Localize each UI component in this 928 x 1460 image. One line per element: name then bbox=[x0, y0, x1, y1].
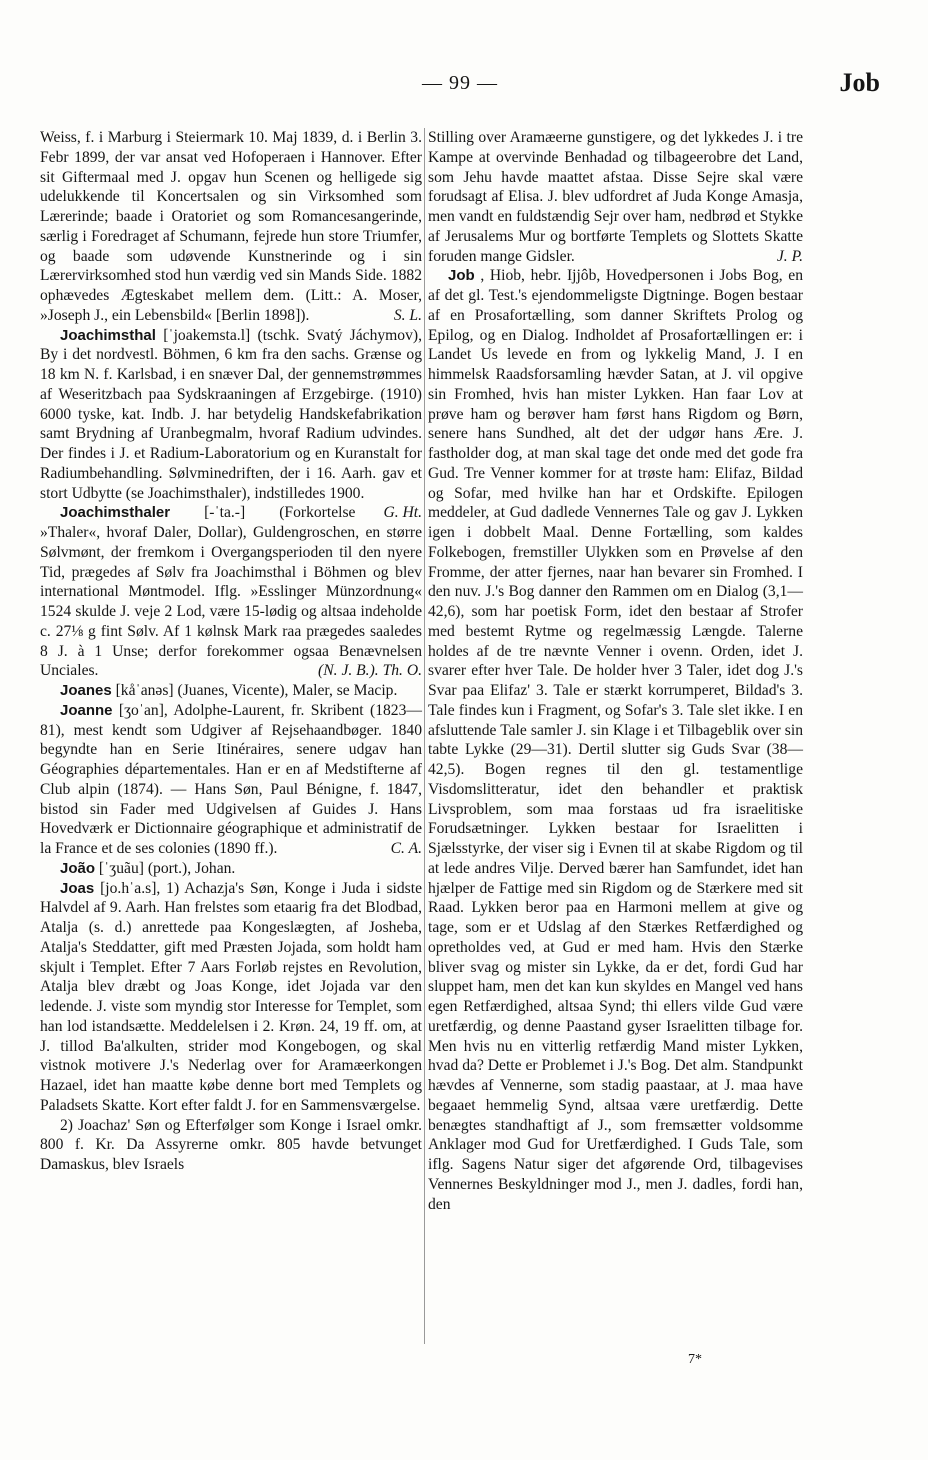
running-head: Job bbox=[839, 68, 880, 97]
entry-headword: Joanne bbox=[60, 701, 113, 719]
entry-text: [ˈʒuãu] (port.), Johan. bbox=[98, 859, 236, 877]
right-column bbox=[428, 128, 803, 1214]
column-divider bbox=[424, 128, 425, 1344]
dictionary-entry bbox=[428, 128, 803, 266]
dictionary-entry bbox=[40, 681, 422, 701]
entry-signature: S. L. bbox=[393, 306, 422, 324]
entry-text: [ʒoˈan], Adolphe-Laurent, fr. Skribent (1823—81), mest kendt som Udgiver af Rejsehaandbøger. 1840 begyndte han en Serie Itinéraires, senere udgav han Géographies départementales. Han er en af Medstifterne af Club alpin (1874). — Hans Søn, Paul Bénigne, f. 1847, bistod sin Fader med Udgivelsen af Guides J. Hans Hovedværk er Dictionnaire géographique et administratif de la France et de ses colonies (1890 ff.). bbox=[40, 701, 422, 857]
entry-signature: (N. J. B.). Th. O. bbox=[318, 662, 422, 680]
entry-headword: João bbox=[60, 859, 96, 877]
dictionary-entry bbox=[40, 1116, 422, 1175]
dictionary-entry bbox=[40, 128, 422, 326]
entry-signature: C. A. bbox=[390, 840, 422, 857]
dictionary-entry bbox=[40, 859, 422, 879]
entry-text: 2) Joachaz' Søn og Efterfølger som Konge i Israel omkr. 800 f. Kr. Da Assyrerne omkr. 805 havde betvunget Damaskus, blev Israels bbox=[40, 1116, 422, 1173]
sheet-mark: 7* bbox=[688, 1352, 702, 1367]
entry-text: , Hiob, hebr. Ijjôb, Hovedpersonen i Jobs Bog, en af det gl. Test.'s ejendommeligste Digtninge. Bogen bestaar af en Prosafortælling, som danner Skriftets Prolog og Epilog, og en Dialog. Indholdet af Prosafortællingen er: i Landet Us levede en from og lykkelig Mand, J. I en himmelsk Raadsforsamling hævder Satan, at J. vil opgive sin Fromhed, hvis han mister Lykken. Han faar Lov at prøve ham og berøver ham først hans Rigdom og Børn, senere hans Sundhed, alt det der udgør hans Ære. J. fastholder dog, at man skal tage det onde med det gode fra Gud. Tre Venner kommer for at trøste ham: Elifaz, Bildad og Sofar, med hvilke han har et Ordskifte. Epilogen meddeler, at Gud dadlede Vennernes Tale og gav J. Lykken igen i dobbelt Maal. Denne Fortælling, som kaldes Folkebogen, fremstiller Ulykken som en Prøvelse af den Fromme, der atter fjernes, naar han bevarer sin Fromhed. I den nuv. J.'s Bog danner den Rammen om en Dialog (3,1—42,6), som har poetisk Form, idet den bestaar af Strofer med bestemt Rytme og regelmæssig Længde. Talerne holdes af de tre nævnte Venner i ovenn. Orden, idet J. svarer efter hver Tale. De holder hver 3 Taler, idet dog J.'s Svar paa Elifaz' 3. Tale er stærkt korrumperet, Bildad's 3. Tale findes kun i Fragment, og Sofar's 3. Tale slet ikke. I en afsluttende Tale samler J. sin Klage i et Tilbageblik over sin tabte Lykke (29—31). Dertil slutter sig Guds Svar (38—42,5). Bogen regnes til den gl. testamentlige Visdomslitteratur, idet den behandler et praktisk Livsproblem, som maa forstaas ud fra israelitiske Forudsætninger. Lykken bestaar for Israelitten i Sjælsstyrke, der viser sig i Evnen til at skabe Rigdom og til at lede andres Vilje. Derved bærer han Samfundet, idet han hjælper de Fattige med sin Rigdom og de Stærkere med sit Raad. Lykken beror paa en Harmoni mellem at give og tage, som er et Udslag af den Stærkes Retfærdighed og opretholdes ved, at Gud er med ham. Hvis den Stærke bliver svag og mister sin Lykke, da er det, fordi Gud har sluppet ham, men det kan kun skyldes en Mangel ved hans egen Retfærdighed, altsaa Synd; thi ellers vilde Gud være uretfærdig, og denne Paastand gyser Israelitten tilbage for. Men hvis nu en vitterlig retfærdig Mand mister Lykken, hvad da? Dette er Problemet i J.'s Bog. Det alm. Standpunkt hævdes af Vennerne, som stadig paastaar, at J. maa have begaaet hemmelig Synd, altsaa være uretfærdig. Dette benægtes standhaftigt af J., som fremsætter voldsomme Anklager mod Gud for Uretfærdighed. I Guds Tale, som iflg. Sagens Natur siger det afgørende Ord, tilbagevises Vennernes Beskyldninger mod J., men J. dadles, fordi han, den bbox=[428, 267, 803, 1213]
left-column bbox=[40, 128, 422, 1175]
dictionary-entry bbox=[428, 266, 803, 1214]
entry-text: Weiss, f. i Marburg i Steiermark 10. Maj 1839, d. i Berlin 3. Febr 1899, der var ansat ved Hofoperaen i Hannover. Efter sit Giftermaal med J. opgav hun Scenen og helligede sig udelukkende til Koncertsalen og sin Virksomhed som Lærerinde; baade i Oratoriet og som Romancesangerinde, særlig i Foredraget af Schumann, fejrede hun store Triumfer, og baade som udøvende Kunstnerinde og i sin Lærervirksomhed stod hun værdig ved sin Mands Side. 1882 ophævedes Ægteskabet mellem dem. (Litt.: A. Moser, »Joseph J., ein Lebensbild« [Berlin 1898]). bbox=[40, 129, 422, 324]
entry-signature: J. P. bbox=[776, 247, 803, 265]
entry-headword: Joas bbox=[60, 879, 95, 897]
entry-headword: Job bbox=[448, 267, 475, 285]
entry-signature: G. Ht. bbox=[383, 504, 422, 522]
entry-text: [jo.hˈa.s], 1) Achazja's Søn, Konge i Juda i sidste Halvdel af 9. Aarh. Han frelstes som etaarig fra det Blodbad, Atalja (s. d.) anrettede paa Kongeslægten, af Josheba, Atalja's Steddatter, gift med Præsten Jojada, som holdt ham skjult i Templet. Efter 7 Aars Forløb rejstes en Revolution, Atalja blev dræbt og Joas Konge, idet Jojada var den ledende. J. viste som myndig stor Interesse for Templet, som han lod istandsætte. Meddelelsen i 2. Krøn. 24, 19 ff. om, at J. tillod Ba'alkulten, strider mod Kongebogen, og skal vistnok motivere J.'s Nederlag over for Aramæerkongen Hazael, idet han maatte købe denne bort med Templets og Paladsets Skatte. Kort efter faldt J. for en Sammensværgelse. bbox=[40, 879, 422, 1114]
entry-headword: Joachimsthaler bbox=[60, 504, 171, 522]
entry-headword: Joachimsthal bbox=[60, 326, 156, 344]
entry-text: Stilling over Aramæerne gunstigere, og det lykkedes J. i tre Kampe at overvinde Benhadad og tilbageerobre det Land, som Jehu havde maattet afstaa. Disse Sejre skal være forudsagt af Elisa. J. blev udfordret af Juda Konge Amasja, men vandt en fuldstændig Sejr over ham, nedbrød et Stykke af Jerusalems Mur og bortførte Templets og Slottets Skatte foruden mange Gidsler. bbox=[428, 129, 803, 265]
entry-text: [ˈjoakemsta.l] (tschk. Svatý Jáchymov), By i det nordvestl. Böhmen, 6 km fra den sachs. Grænse og 18 km N. f. Karlsbad, i en snæver Dal, der gennemstrømmes af Weseritzbach paa Sydskraaningen af Erzgebirge. (1910) 6000 tyske, kat. Indb. J. har betydelig Handskefabrikation samt Brydning af Uranbegmalm, hvoraf Radium udvindes. Der findes i J. et Radium-Laboratorium og en Kuranstalt for Radiumbehandling. Sølvminedriften, der i 16. Aarh. gav et stort Udbytte (se Joachimsthaler), indstilledes 1900. bbox=[40, 326, 422, 502]
entry-headword: Joanes bbox=[60, 682, 112, 699]
page-header bbox=[40, 68, 880, 106]
dictionary-entry bbox=[40, 879, 422, 1116]
dictionary-entry bbox=[40, 701, 422, 859]
entry-text: [kåˈanəs] (Juanes, Vicente), Maler, se Macip. bbox=[115, 682, 398, 699]
dictionary-entry bbox=[40, 326, 422, 522]
dictionary-entry bbox=[40, 503, 422, 681]
page-number: — 99 — bbox=[422, 72, 498, 94]
entry-text: [-ˈta.-] (Forkortelse »Thaler«, hvoraf Daler, Dollar), Guldengroschen, en større Sølvmønt, der fremkom i Overgangsperioden til den nyere Tid, prægedes af Sølv fra Joachimsthal i Böhmen og blev international Møntmodel. Iflg. »Esslinger Münzordnung« 1524 skulde J. veje 2 Lod, være 15-lødig og altsaa indeholde c. 27⅛ g fint Sølv. Af 1 kølnsk Mark raa prægedes saaledes 8 J. à 1 Unse; derfor forekommer ogsaa Benævnelsen Unciales. bbox=[40, 504, 422, 680]
